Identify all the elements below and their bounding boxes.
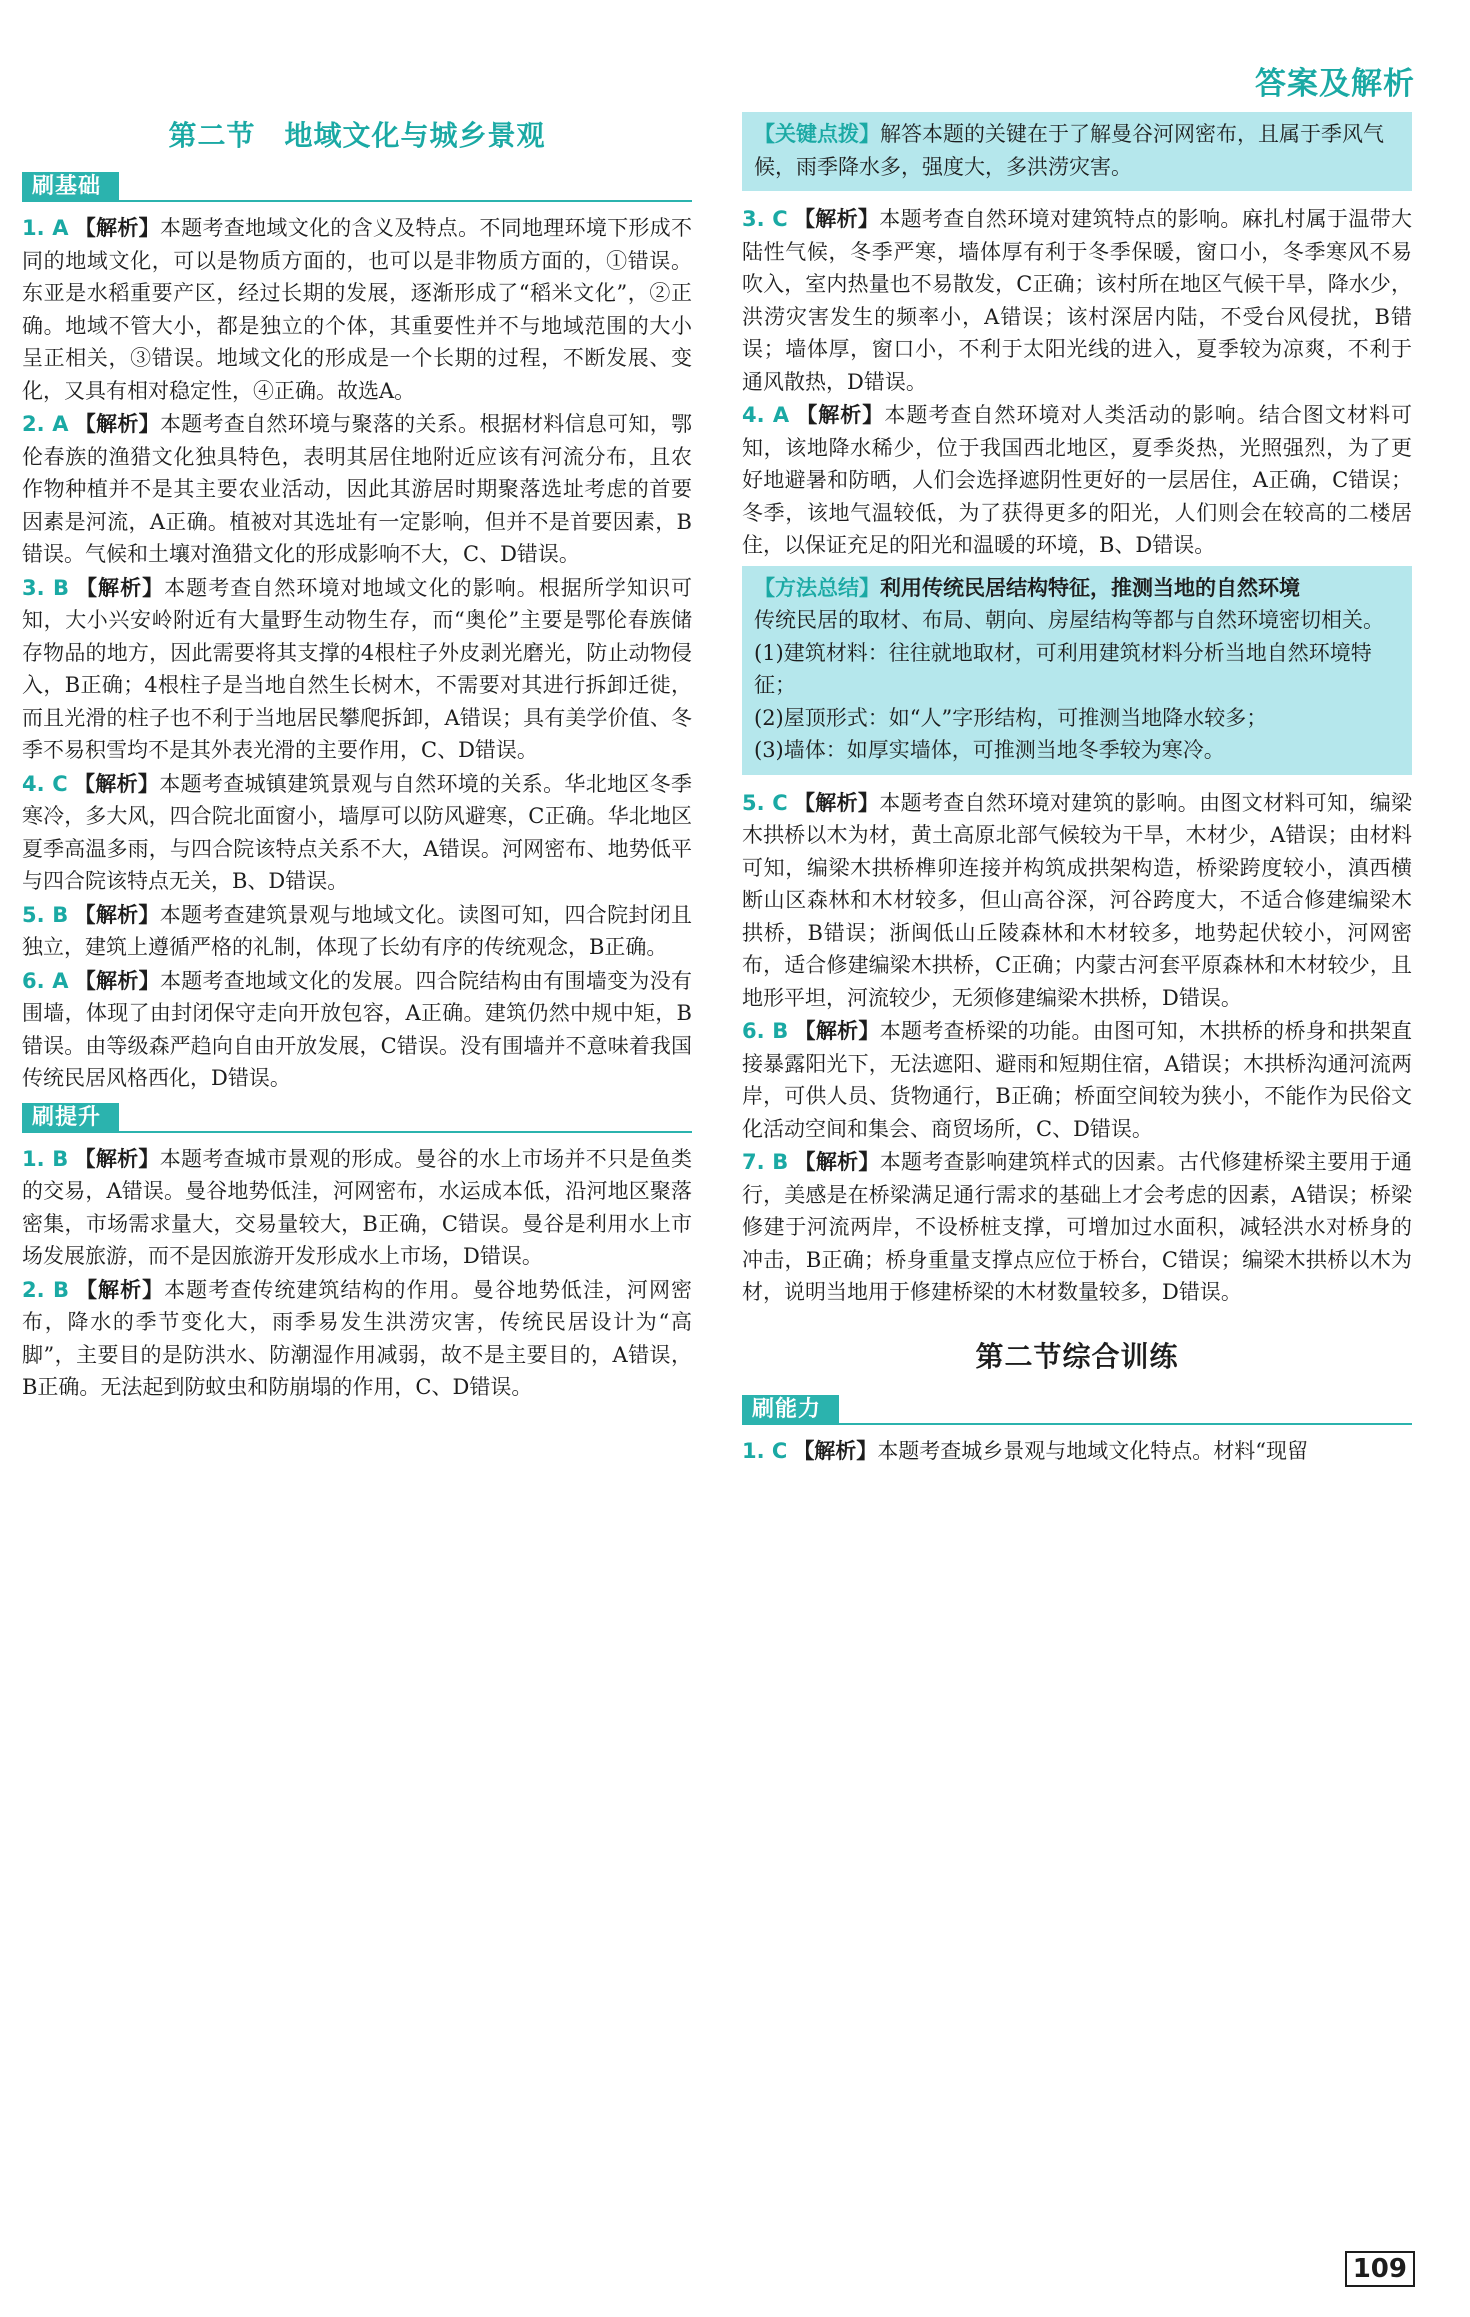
answer-item xyxy=(742,1435,1412,1468)
answer-number: 1. B xyxy=(22,1146,69,1171)
band-line xyxy=(742,1423,1412,1425)
answer-text: 本题考查地域文化的含义及特点。不同地理环境下形成不同的地域文化，可以是物质方面的，也可以是非物质方面的，①错误。东亚是水稻重要产区，经过长期的发展，逐渐形成了“稻米文化”，②正确。地域不管大小，都是独立的个体，其重要性并不与地域范围的大小呈正相关，③错误。地域文化的形成是一个长期的过程，不断发展、变化，又具有相对稳定性，④正确。故选A。 xyxy=(22,216,693,403)
section-title: 第二节 地域文化与城乡景观 xyxy=(168,119,546,152)
method-summary-line: (3)墙体：如厚实墙体，可推测当地冬季较为寒冷。 xyxy=(754,738,1225,762)
answer-item xyxy=(742,1015,1412,1145)
answer-number: 1. C xyxy=(742,1438,788,1463)
answer-number: 6. B xyxy=(742,1019,789,1043)
answer-number: 3. B xyxy=(22,575,69,600)
answer-item xyxy=(742,787,1412,1015)
answer-item xyxy=(22,899,692,964)
key-point-tag: 【关键点拨】 xyxy=(754,122,880,146)
answer-text: 本题考查自然环境对地域文化的影响。根据所学知识可知，大小兴安岭附近有大量野生动物生存，而“奥伦”主要是鄂伦春族储存物品的地方，因此需要将其支撑的4根柱子外皮剥光磨光，防止动物侵入，B正确；4根柱子是当地自然生长树木，不需要对其进行拆卸迁徙，而且光滑的柱子也不利于当地居民攀爬拆卸，A错误；具有美学价值、冬季不易积雪均不是其外表光滑的主要作用，C、D错误。 xyxy=(22,575,692,762)
key-point-box xyxy=(742,112,1412,191)
answer-list-advanced-cont xyxy=(742,203,1412,562)
answer-item xyxy=(742,203,1412,398)
answer-number: 2. A xyxy=(22,412,69,436)
band-line xyxy=(22,200,692,202)
analysis-label: 【解析】 xyxy=(794,1019,880,1043)
answer-number: 5. C xyxy=(742,790,788,815)
analysis-label: 【解析】 xyxy=(793,207,880,231)
answer-text: 本题考查自然环境对建筑的影响。由图文材料可知，编梁木拱桥以木为材，黄土高原北部气候较为干旱，木材少，A错误；由材料可知，编梁木拱桥榫卯连接并构筑成拱架构造，桥梁跨度较小，滇西横断山区森林和木材较多，但山高谷深，河谷跨度大，不适合修建编梁木拱桥，B错误；浙闽低山丘陵森林和木材较多，地势起伏较小，河网密布，适合修建编梁木拱桥，C正确；内蒙古河套平原森林和木材较少，且地形平坦，河流较少，无须修建编梁木拱桥，D错误。 xyxy=(742,790,1413,1010)
answer-list-advanced xyxy=(22,1143,692,1404)
answer-number: 3. C xyxy=(742,207,788,231)
analysis-label: 【解析】 xyxy=(74,902,160,927)
analysis-label: 【解析】 xyxy=(793,790,880,815)
answer-text: 本题考查影响建筑样式的因素。古代修建桥梁主要用于通行，美感是在桥梁满足通行需求的基础上才会考虑的因素，A错误；桥梁修建于河流两岸，不设桥桩支撑，可增加过水面积，减轻洪水对桥身的冲击，B正确；桥身重量支撑点应位于桥台，C错误；编梁木拱桥以木为材，说明当地用于修建桥梁的木材数量较多，D错误。 xyxy=(742,1150,1412,1304)
key-point-text: 解答本题的关键在于了解曼谷河网密布，且属于季风气候，雨季降水多，强度大，多洪涝灾害。 xyxy=(754,122,1384,179)
answer-item xyxy=(22,768,692,898)
answer-item xyxy=(22,1143,692,1273)
answer-number: 7. B xyxy=(742,1150,789,1174)
method-summary-box xyxy=(742,566,1412,775)
answer-item xyxy=(742,399,1412,562)
left-column xyxy=(22,108,692,1405)
answer-number: 4. C xyxy=(22,771,68,796)
analysis-label: 【解析】 xyxy=(74,1146,160,1171)
answer-number: 4. A xyxy=(742,403,790,427)
analysis-label: 【解析】 xyxy=(795,403,885,427)
section-band-ability xyxy=(742,1395,1412,1425)
method-summary-tag: 【方法总结】 xyxy=(754,575,880,600)
answer-text: 本题考查城市景观的形成。曼谷的水上市场并不只是鱼类的交易，A错误。曼谷地势低洼，河网密布，水运成本低，沿河地区聚落密集，市场需求量大，交易量较大，B正确，C错误。曼谷是利用水上市场发展旅游，而不是因旅游开发形成水上市场，D错误。 xyxy=(22,1146,692,1268)
answer-number: 2. B xyxy=(22,1277,69,1302)
analysis-label: 【解析】 xyxy=(794,1150,880,1174)
answer-text: 本题考查建筑景观与地域文化。读图可知，四合院封闭且独立，建筑上遵循严格的礼制，体现了长幼有序的传统观念，B正确。 xyxy=(22,902,692,959)
answer-item xyxy=(22,212,692,407)
section-band-basic xyxy=(22,172,692,202)
answer-text: 本题考查地域文化的发展。四合院结构由有围墙变为没有围墙，体现了由封闭保守走向开放包容，A正确。建筑仍然中规中矩，B错误。由等级森严趋向自由开放发展，C错误。没有围墙并不意味着我国传统民居风格西化，D错误。 xyxy=(22,968,693,1090)
header-title: 答案及解析 xyxy=(1255,66,1415,102)
answer-item xyxy=(22,965,692,1095)
method-summary-heading: 利用传统民居结构特征，推测当地的自然环境 xyxy=(880,575,1300,600)
page-number: 109 xyxy=(1345,2251,1415,2287)
method-summary-line: (2)屋顶形式：如“人”字形结构，可推测当地降水较多； xyxy=(754,705,1268,730)
answer-text: 本题考查自然环境与聚落的关系。根据材料信息可知，鄂伦春族的渔猎文化独具特色，表明其居住地附近应该有河流分布，且农作物种植并不是其主要农业活动，因此其游居时期聚落选址考虑的首要因素是河流，A正确。植被对其选址有一定影响，但并不是首要因素，B错误。气候和土壤对渔猎文化的形成影响不大，C、D错误。 xyxy=(22,412,693,566)
method-summary-line: 传统民居的取材、布局、朝向、房屋结构等都与自然环境密切相关。 xyxy=(754,608,1384,632)
analysis-label: 【解析】 xyxy=(74,412,160,436)
analysis-label: 【解析】 xyxy=(793,1438,878,1463)
answer-item xyxy=(22,572,692,767)
answer-text: 本题考查传统建筑结构的作用。曼谷地势低洼，河网密布，降水的季节变化大，雨季易发生洪涝灾害，传统民居设计为“高脚”，主要目的是防洪水、防潮湿作用减弱，故不是主要目的，A错误，B正确。无法起到防蚊虫和防崩塌的作用，C、D错误。 xyxy=(22,1277,692,1399)
method-summary-line: (1)建筑材料：往往就地取材，可利用建筑材料分析当地自然环境特征； xyxy=(754,640,1372,697)
answer-text: 本题考查桥梁的功能。由图可知，木拱桥的桥身和拱架直接暴露阳光下，无法遮阳、避雨和短期住宿，A错误；木拱桥沟通河流两岸，可供人员、货物通行，B正确；桥面空间较为狭小，不能作为民俗文化活动空间和集会、商贸场所，C、D错误。 xyxy=(742,1019,1412,1141)
answer-text: 本题考查自然环境对建筑特点的影响。麻扎村属于温带大陆性气候，冬季严寒，墙体厚有利于冬季保暖，窗口小，冬季寒风不易吹入，室内热量也不易散发，C正确；该村所在地区气候干旱，降水少，洪涝灾害发生的频率小，A错误；该村深居内陆，不受台风侵扰，B错误；墙体厚，窗口小，不利于太阳光线的进入，夏季较为凉爽，不利于通风散热，D错误。 xyxy=(742,207,1413,394)
answer-list-advanced-cont2 xyxy=(742,787,1412,1309)
comprehensive-training-title: 第二节综合训练 xyxy=(975,1339,1179,1373)
analysis-label: 【解析】 xyxy=(74,575,165,600)
answer-list-ability xyxy=(742,1435,1412,1468)
section-band-advanced xyxy=(22,1103,692,1133)
answer-text: 本题考查自然环境对人类活动的影响。结合图文材料可知，该地降水稀少，位于我国西北地区，夏季炎热，光照强烈，为了更好地避暑和防晒，人们会选择遮阴性更好的一层居住，A正确，C错误；冬季，该地气温较低，为了获得更多的阳光，人们则会在较高的二楼居住，以保证充足的阳光和温暖的环境，B、D错误。 xyxy=(742,403,1413,557)
answer-number: 6. A xyxy=(22,968,69,993)
answer-number: 5. B xyxy=(22,902,69,927)
answer-item xyxy=(742,1146,1412,1309)
answer-text: 本题考查城镇建筑景观与自然环境的关系。华北地区冬季寒冷，多大风，四合院北面窗小，墙厚可以防风避寒，C正确。华北地区夏季高温多雨，与四合院该特点关系不大，A错误。河网密布、地势低平与四合院该特点无关，B、D错误。 xyxy=(22,771,693,893)
answer-list-basic xyxy=(22,212,692,1095)
band-label: 刷基础 xyxy=(22,172,119,202)
answer-number: 1. A xyxy=(22,216,69,240)
answer-item xyxy=(22,1274,692,1404)
answer-text: 本题考查城乡景观与地域文化特点。材料“现留 xyxy=(877,1438,1309,1463)
answer-item xyxy=(22,408,692,571)
band-label: 刷能力 xyxy=(742,1395,839,1425)
analysis-label: 【解析】 xyxy=(73,771,160,796)
analysis-label: 【解析】 xyxy=(74,216,160,240)
analysis-label: 【解析】 xyxy=(74,968,160,993)
right-column xyxy=(742,108,1412,1468)
band-label: 刷提升 xyxy=(22,1103,119,1133)
band-line xyxy=(22,1131,692,1133)
analysis-label: 【解析】 xyxy=(74,1277,165,1302)
